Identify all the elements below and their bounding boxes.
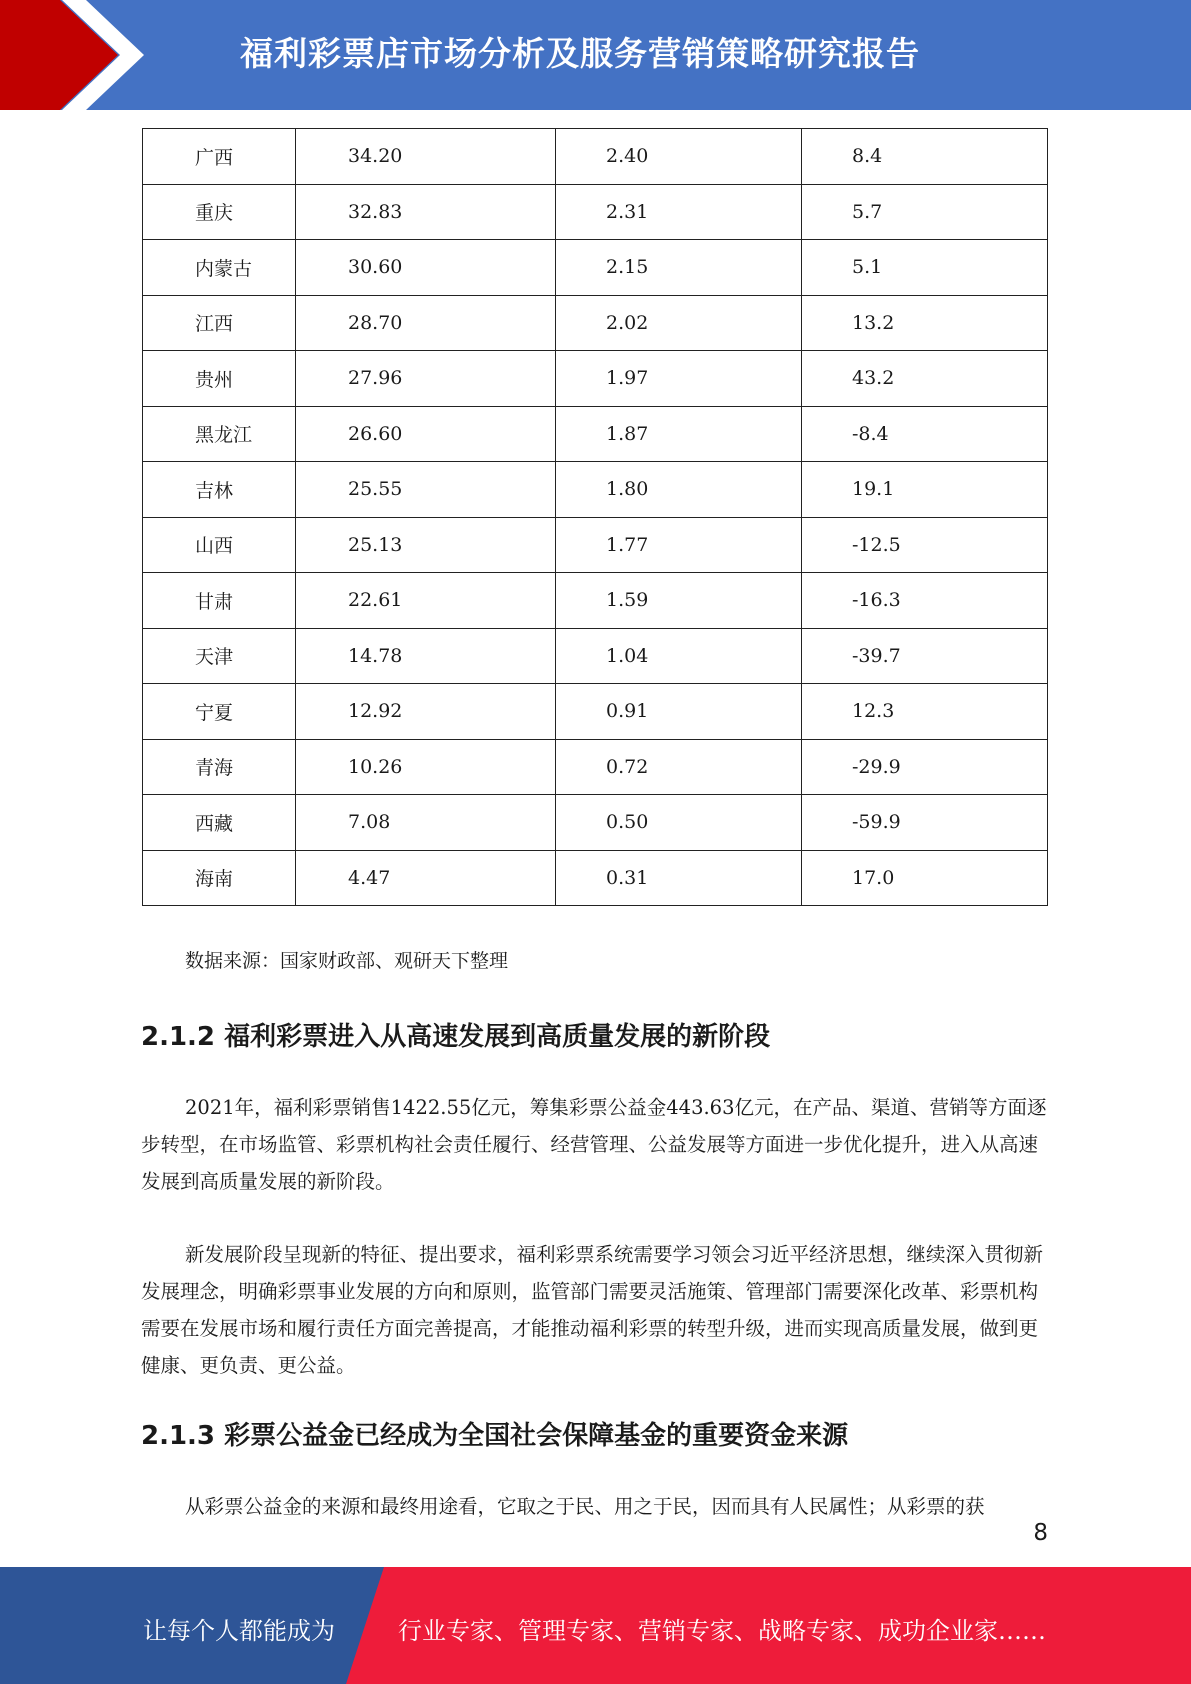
table-row	[143, 295, 1048, 351]
footer-slogan-right: 行业专家、管理专家、营销专家、战略专家、成功企业家……	[398, 1617, 1046, 1645]
table-cell: 山西	[143, 517, 296, 573]
table-row	[143, 795, 1048, 851]
table-row	[143, 184, 1048, 240]
table-cell: 1.87	[556, 406, 802, 462]
table-cell: 宁夏	[143, 684, 296, 740]
table-cell: 2.31	[556, 184, 802, 240]
table-cell: 25.55	[296, 462, 556, 518]
table-row	[143, 240, 1048, 296]
table-cell: -59.9	[802, 795, 1048, 851]
table-cell: 30.60	[296, 240, 556, 296]
table-cell: 0.91	[556, 684, 802, 740]
table-cell: 西藏	[143, 795, 296, 851]
table-cell: 43.2	[802, 351, 1048, 407]
table-row	[143, 406, 1048, 462]
table-cell: 5.1	[802, 240, 1048, 296]
table-cell: 1.97	[556, 351, 802, 407]
page-footer	[0, 1567, 1191, 1684]
table-row	[143, 129, 1048, 185]
table-cell: 19.1	[802, 462, 1048, 518]
table-cell: 32.83	[296, 184, 556, 240]
table-cell: -8.4	[802, 406, 1048, 462]
table-cell: 2.02	[556, 295, 802, 351]
table-cell: 内蒙古	[143, 240, 296, 296]
table-cell: 贵州	[143, 351, 296, 407]
table-cell: -29.9	[802, 739, 1048, 795]
table-cell: 7.08	[296, 795, 556, 851]
table-cell: -39.7	[802, 628, 1048, 684]
header-arrow-decoration	[0, 0, 160, 110]
table-row	[143, 684, 1048, 740]
table-cell: 14.78	[296, 628, 556, 684]
table-cell: 4.47	[296, 850, 556, 906]
sales-table	[142, 128, 1048, 906]
table-cell: 甘肃	[143, 573, 296, 629]
table-cell: 1.04	[556, 628, 802, 684]
page-number: 8	[1033, 1520, 1048, 1546]
table-cell: 吉林	[143, 462, 296, 518]
table-cell: 34.20	[296, 129, 556, 185]
table-cell: 1.77	[556, 517, 802, 573]
table-row	[143, 850, 1048, 906]
section-heading-2-1-2: 2.1.2 福利彩票进入从高速发展到高质量发展的新阶段	[141, 1022, 771, 1052]
table-cell: 26.60	[296, 406, 556, 462]
table-cell: 天津	[143, 628, 296, 684]
section-heading-2-1-3: 2.1.3 彩票公益金已经成为全国社会保障基金的重要资金来源	[141, 1421, 849, 1451]
table-cell: 17.0	[802, 850, 1048, 906]
table-cell: 广西	[143, 129, 296, 185]
table-cell: 12.3	[802, 684, 1048, 740]
paragraph: 新发展阶段呈现新的特征、提出要求，福利彩票系统需要学习领会习近平经济思想，继续深入贯彻新发展理念，明确彩票事业发展的方向和原则，监管部门需要灵活施策、管理部门需要深化改革、彩票机构需要在发展市场和履行责任方面完善提高，才能推动福利彩票的转型升级，进而实现高质量发展，做到更健康、更负责、更公益。	[141, 1243, 1044, 1377]
table-cell: 22.61	[296, 573, 556, 629]
page-header	[0, 0, 1191, 110]
table-row	[143, 739, 1048, 795]
table-cell: 2.40	[556, 129, 802, 185]
table-cell: 2.15	[556, 240, 802, 296]
table-cell: 青海	[143, 739, 296, 795]
table-cell: -12.5	[802, 517, 1048, 573]
table-cell: 黑龙江	[143, 406, 296, 462]
table-row	[143, 517, 1048, 573]
table-cell: -16.3	[802, 573, 1048, 629]
table-cell: 1.80	[556, 462, 802, 518]
table-row	[143, 462, 1048, 518]
table-cell: 10.26	[296, 739, 556, 795]
report-title: 福利彩票店市场分析及服务营销策略研究报告	[240, 34, 920, 73]
footer-slogan-left: 让每个人都能成为	[143, 1617, 335, 1645]
table-cell: 海南	[143, 850, 296, 906]
paragraph: 2021年，福利彩票销售1422.55亿元，筹集彩票公益金443.63亿元，在产品、渠道、营销等方面逐步转型，在市场监管、彩票机构社会责任履行、经营管理、公益发展等方面进一步优化提升，进入从高速发展到高质量发展的新阶段。	[141, 1096, 1047, 1193]
table-cell: 江西	[143, 295, 296, 351]
table-cell: 0.31	[556, 850, 802, 906]
table-cell: 5.7	[802, 184, 1048, 240]
table-cell: 重庆	[143, 184, 296, 240]
table-cell: 13.2	[802, 295, 1048, 351]
table-cell: 28.70	[296, 295, 556, 351]
table-row	[143, 351, 1048, 407]
table-row	[143, 628, 1048, 684]
table-cell: 0.50	[556, 795, 802, 851]
table-cell: 0.72	[556, 739, 802, 795]
table-cell: 8.4	[802, 129, 1048, 185]
table-cell: 25.13	[296, 517, 556, 573]
table-cell: 12.92	[296, 684, 556, 740]
table-row	[143, 573, 1048, 629]
table-cell: 1.59	[556, 573, 802, 629]
table-cell: 27.96	[296, 351, 556, 407]
data-source-note: 数据来源：国家财政部、观研天下整理	[185, 950, 509, 972]
paragraph: 从彩票公益金的来源和最终用途看，它取之于民、用之于民，因而具有人民属性；从彩票的获	[185, 1495, 985, 1518]
